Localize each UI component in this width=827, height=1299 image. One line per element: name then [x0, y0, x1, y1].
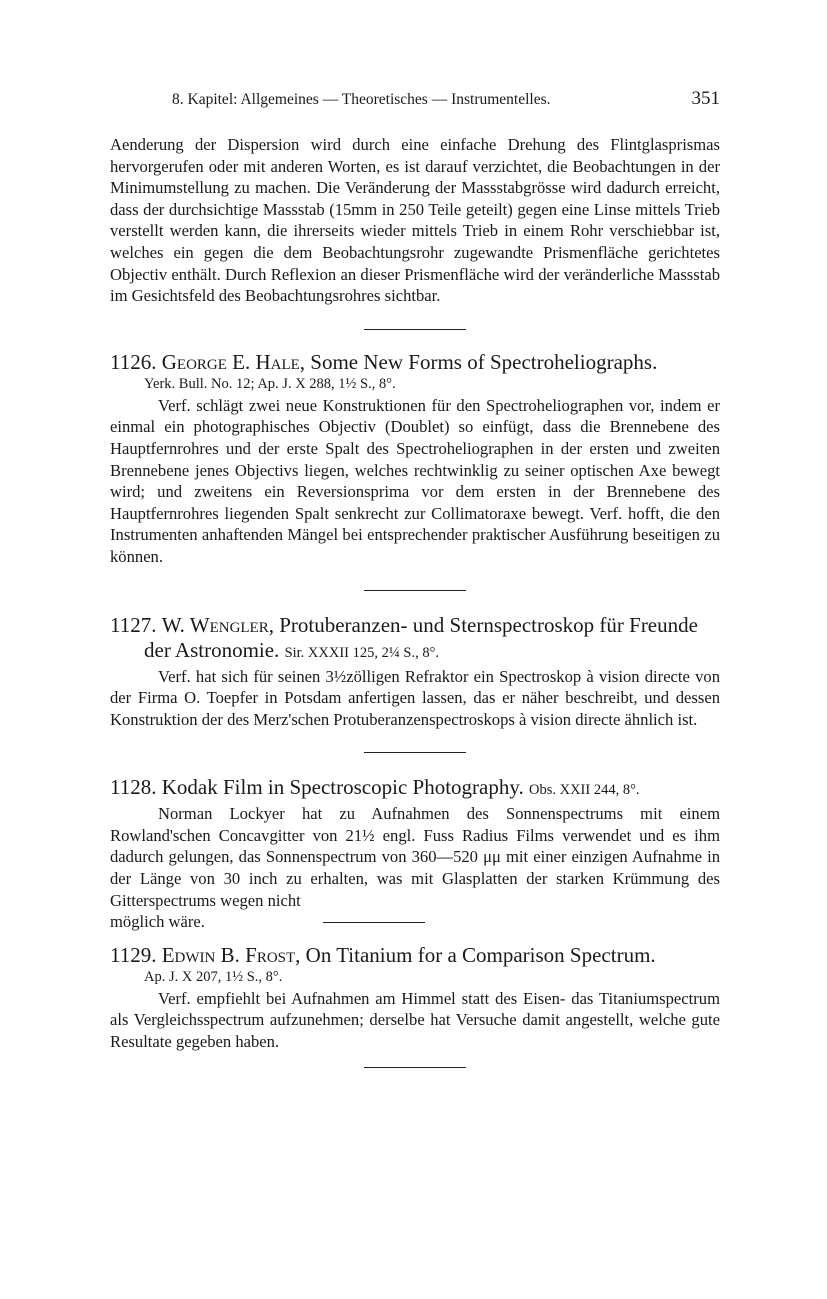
entry-author: George E. Hale,	[161, 349, 306, 374]
entry-reference: Obs. XXII 244, 8°.	[529, 782, 640, 799]
entry-1127	[110, 613, 720, 731]
entry-text: Verf. hat sich für seinen 3½zölligen Refraktor ein Spectroskop à vision directe von der Firma O. Toepfer in Potsdam anfertigen lassen, das er näher beschreibt, und dessen Konstruktion der des Merz'schen Protuberanzenspectroskops à vision directe ähnlich ist.	[110, 666, 720, 729]
entry-title: Protuberanzen- und Sternspectroskop für Freunde	[279, 612, 698, 637]
intro-paragraph: Aenderung der Dispersion wird durch eine einfache Drehung des Flintglasprismas hervorgerufen oder mit anderen Worten, es ist darauf verzichtet, die Beobachtungen in der Minimumstellung zu machen. Die Veränderung der Massstabgrösse wird dadurch erreicht, dass der durchsichtige Massstab (15mm in 250 Teile geteilt) gegen eine Linse mittels Trieb verstellt werden kann, die ihrerseits wieder mittels Trieb in einem Rohr verschiebbar ist, welches ein gegen die dem Beobachtungsrohr zugewandte Prismenfläche gerichtetes Objectiv enthält. Durch Reflexion an dieser Prismenfläche wird der veränderliche Massstab im Gesichtsfeld des Beobachtungsrohres sichtbar.	[110, 135, 720, 306]
entry-heading	[110, 943, 720, 968]
entry-author: W. Wengler,	[161, 612, 274, 637]
entry-title-continued: der Astronomie. Sir. XXXII 125, 2¼ S., 8°.	[144, 637, 439, 662]
entry-1129	[110, 943, 720, 1053]
entry-number: 1129.	[110, 942, 157, 967]
entry-title: Kodak Film in Spectroscopic Photography.	[161, 775, 524, 800]
entry-number: 1128.	[110, 775, 157, 800]
entry-author: Edwin B. Frost,	[161, 942, 301, 967]
entry-number: 1126.	[110, 349, 157, 374]
entry-text-last: möglich wäre.	[110, 912, 205, 932]
running-header	[110, 88, 720, 110]
entry-text: Verf. schlägt zwei neue Konstruktionen für den Spectroheliographen vor, indem er einmal ein photographisches Objectiv (Doublet) so einfügt, dass die Brennebene des Hauptfernrohres und der erste Spalt des Spectroheliographen in der ersten und zweiten Brennebene jenes Objectivs liegen, welches rechtwinklig zu seiner optischen Axe bewegt wird; und zweitens ein Reversionsprima vor dem ersten in der Brennebene des Hauptfernrohres liegenden Spalt senkrecht zur Collimatoraxe bewegt. Verf. hofft, die den Instrumenten anhaftenden Mängel bei entsprechender praktischer Ausführung beseitigen zu können.	[110, 395, 720, 566]
entry-reference: Yerk. Bull. No. 12; Ap. J. X 288, 1½ S., 8°.	[144, 375, 396, 392]
entry-text: Norman Lockyer hat zu Aufnahmen des Sonnenspectrums mit einem Rowland'schen Concavgitter von 21½ engl. Fuss Radius Films verwendet und es ihm dadurch gelungen, das Sonnenspectrum von 360—520 μμ mit einer einzigen Aufnahme in der Länge von 30 inch zu erhalten, was mit Glasplatten der starken Krümmung des Gitterspectrums wegen nicht	[110, 804, 720, 910]
entry-last-line	[110, 911, 720, 933]
section-divider	[364, 590, 466, 591]
document-page	[110, 88, 720, 1068]
section-divider	[364, 752, 466, 753]
section-divider	[364, 1067, 466, 1068]
entry-number: 1127.	[110, 612, 157, 637]
entry-heading	[110, 613, 720, 638]
entry-heading	[110, 775, 720, 803]
page-number: 351	[691, 88, 720, 109]
entry-reference: Ap. J. X 207, 1½ S., 8°.	[144, 968, 283, 985]
entry-reference: Sir. XXXII 125, 2¼ S., 8°.	[284, 644, 439, 661]
entry-text: Verf. empfiehlt bei Aufnahmen am Himmel statt des Eisen- das Titaniumspectrum als Vergleichsspectrum aufzunehmen; derselbe hat Versuche damit angestellt, welche gute Resultate gegeben haben.	[110, 988, 720, 1052]
entry-1126	[110, 350, 720, 568]
section-divider	[364, 329, 466, 330]
running-title: 8. Kapitel: Allgemeines — Theoretisches — Instrumentelles.	[172, 91, 551, 108]
entry-1128	[110, 775, 720, 933]
entry-title: On Titanium for a Comparison Spectrum.	[305, 942, 656, 967]
section-divider	[323, 922, 425, 923]
entry-title: Some New Forms of Spectroheliographs.	[310, 349, 658, 374]
entry-heading	[110, 350, 720, 375]
